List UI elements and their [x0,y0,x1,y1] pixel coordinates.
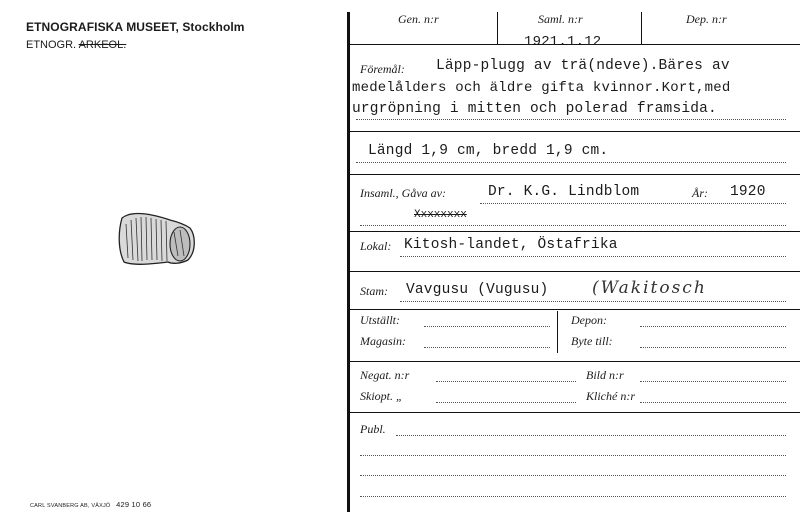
divider-utstallt [349,309,800,310]
depon-dots [640,326,786,327]
foremal-label: Föremål: [360,62,405,76]
skiopt-label: Skiopt. „ [360,389,403,403]
printer-name: CARL SVANBERG AB, VÄXJÖ [30,503,111,509]
kliche-dots [640,402,786,403]
size-text: Längd 1,9 cm, bredd 1,9 cm. [368,143,609,159]
divider-lokal [349,231,800,232]
lokal-dots [400,256,786,257]
insaml-label: Insaml., Gåva av: [360,186,446,200]
artifact-sketch [112,206,202,272]
department-struck: ARKEOL. [78,39,127,51]
department-line [26,39,126,51]
depon-label: Depon: [571,313,607,327]
dep-label: Dep. n:r [686,12,727,26]
insaml-value: Dr. K.G. Lindblom [488,184,640,200]
magasin-dots [424,347,550,348]
bild-label: Bild n:r [586,368,624,382]
divider-stam [349,271,800,272]
divider-insaml [349,174,800,175]
publ-dots-3 [360,475,786,476]
foremal-line-1: Läpp-plugg av trä(ndeve).Bäres av [436,58,730,74]
byte-label: Byte till: [571,334,613,348]
bild-dots [640,381,786,382]
printer-number: 429 10 66 [116,500,152,509]
publ-label: Publ. [360,422,386,436]
saml-label: Saml. n:r [538,12,583,26]
struck-entry: Xxxxxxxx [414,209,467,221]
insaml-dots [480,203,786,204]
divider-publ [349,412,800,413]
ar-value: 1920 [730,184,766,200]
negat-label: Negat. n:r [360,368,410,382]
size-dots [356,162,786,163]
foremal-dots [356,119,786,120]
utstallt-dots [424,326,550,327]
card-left-border [347,12,350,512]
department-prefix: ETNOGR. [26,39,77,51]
lokal-value: Kitosh-landet, Östafrika [404,237,618,253]
printer-imprint [30,500,151,509]
header-sep-2 [641,12,642,44]
stam-dots [400,301,786,302]
lokal-label: Lokal: [360,239,392,253]
magasin-label: Magasin: [360,334,406,348]
divider-negat [349,361,800,362]
negat-dots [436,381,576,382]
museum-title: ETNOGRAFISKA MUSEET, Stockholm [26,20,245,34]
ar-label: År: [692,186,708,200]
publ-dots-4 [360,496,786,497]
gen-label: Gen. n:r [398,12,439,26]
publ-dots-2 [360,455,786,456]
insaml-dots-2 [360,225,786,226]
stam-label: Stam: [360,284,388,298]
kliche-label: Kliché n:r [586,389,635,403]
publ-dots-1 [396,435,786,436]
stam-handwritten: (Wakitosch [592,278,707,298]
utstallt-label: Utställt: [360,313,401,327]
skiopt-dots [436,402,576,403]
stam-value: Vavgusu (Vugusu) [406,282,549,298]
utstallt-sep [557,311,558,353]
saml-value: 1921.1.12 [524,34,602,50]
divider-size [349,131,800,132]
foremal-line-2: medelålders och äldre gifta kvinnor.Kort,med [352,80,731,96]
foremal-line-3: urgröpning i mitten och polerad framsida. [352,101,717,117]
byte-dots [640,347,786,348]
header-sep-1 [497,12,498,44]
